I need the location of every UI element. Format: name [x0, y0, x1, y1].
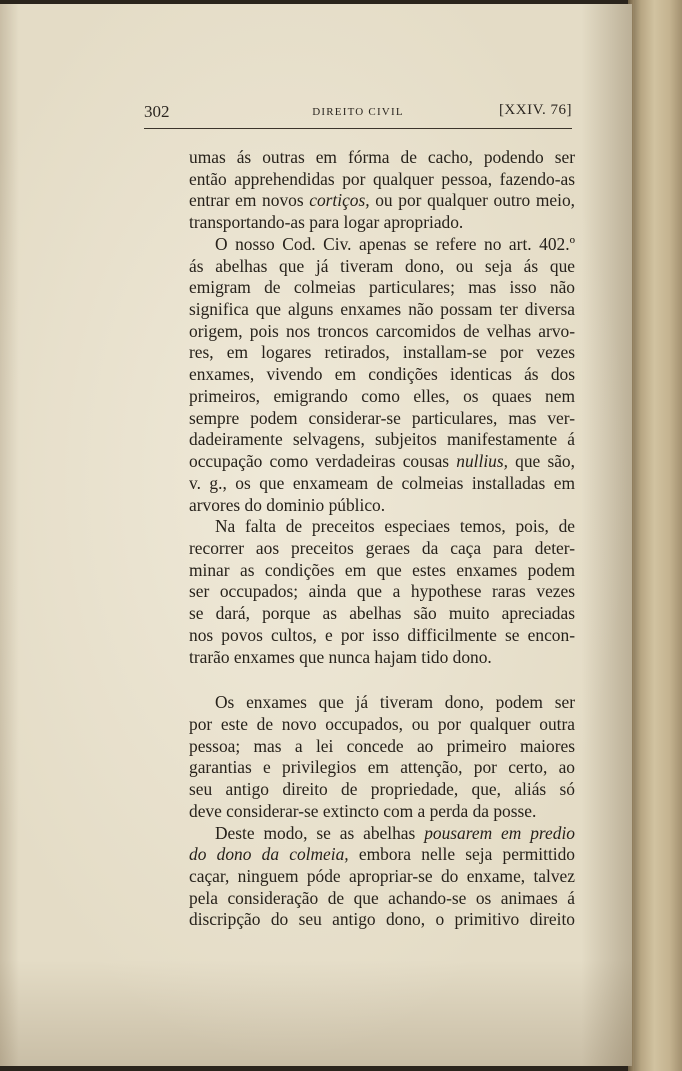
text-line: transportando-as para logar apropriado. [189, 212, 464, 233]
paragraph-gap [189, 668, 575, 692]
text-line: primeiros, emigrando como elles, os quaes nem [189, 385, 575, 406]
text-line: recorrer aos preceitos geraes da caça para deter- [189, 537, 575, 558]
text-line: discripção do seu antigo dono, o primitivo direito [189, 909, 575, 930]
header-rule [144, 128, 572, 129]
text-line: O nosso Cod. Civ. apenas se refere no art. 402.º [215, 233, 575, 254]
book-spine [632, 0, 682, 1071]
text-line: sempre podem considerar-se particulares, mas ver- [189, 407, 575, 428]
text-run: que são, [507, 451, 575, 472]
italic-term: cortiços, [309, 190, 370, 211]
text-line [189, 844, 575, 866]
text-line: deve considerar-se extincto com a perda da posse. [189, 800, 537, 821]
text-line: v. g., os que enxameam de colmeias installadas em [189, 472, 575, 493]
text-line: pessoa; mas a lei concede ao primeiro maiores [189, 735, 575, 756]
text-line: nos povos cultos, e por isso difficilmente se encon- [189, 624, 575, 645]
text-line: pela consideração de que achando-se os animaes á [189, 887, 575, 908]
text-line: garantias e privilegios em attenção, por certo, ao [189, 757, 575, 778]
text-line [189, 823, 575, 845]
text-run: Deste modo, se as abelhas [215, 822, 425, 843]
text-line: então apprehendidas por qualquer pessoa, fazendo-as [189, 168, 575, 189]
text-line: Na falta de preceitos especiaes temos, pois, de [215, 516, 575, 537]
text-line: por este de novo occupados, ou por qualquer outra [189, 713, 575, 734]
text-line: trarão enxames que nunca hajam tido dono. [189, 646, 492, 667]
text-run: entrar em novos [189, 190, 310, 211]
text-line [189, 451, 575, 473]
page-number: 302 [144, 102, 170, 121]
body-text [189, 147, 575, 931]
running-title: DIREITO CIVIL [312, 106, 404, 118]
text-line [189, 190, 575, 212]
text-line: dadeiramente selvagens, subjeitos manifestamente á [189, 429, 575, 450]
italic-term: nullius, [456, 451, 508, 472]
section-reference: [XXIV. 76] [498, 102, 572, 118]
text-line: se dará, porque as abelhas são muito apreciadas [189, 603, 575, 624]
text-line: ás abelhas que já tiveram dono, ou seja ás que [189, 255, 575, 276]
text-line: seu antigo direito de propriedade, que, aliás só [189, 779, 575, 800]
text-run: embora nelle seja permittido [348, 844, 575, 865]
text-line: ser occupados; ainda que a hypothese raras vezes [189, 581, 575, 602]
text-line: caçar, ninguem póde apropriar-se do enxame, talvez [189, 866, 575, 886]
text-line: arvores do dominio público. [189, 494, 386, 515]
text-run: occupação como verdadeiras cousas [189, 451, 457, 472]
text-line: significa que alguns enxames não possam ter diversa [189, 299, 575, 320]
text-line: minar as condições em que estes enxames podem [189, 559, 575, 580]
text-line: origem, pois nos troncos carcomidos de velhas arvo- [189, 320, 575, 341]
text-line: res, em logares retirados, installam-se por vezes [189, 342, 575, 363]
text-line: emigram de colmeias particulares; mas isso não [189, 277, 575, 298]
italic-term: do dono da colmeia, [189, 844, 349, 865]
text-line: enxames, vivendo em condições identicas ás dos [189, 364, 575, 385]
italic-term: pousarem em predio [424, 822, 575, 843]
running-header [144, 102, 572, 126]
text-line: umas ás outras em fórma de cacho, podendo ser [189, 147, 575, 167]
text-line: Os enxames que já tiveram dono, podem ser [215, 692, 575, 713]
text-run: ou por qualquer outro meio, [369, 190, 575, 211]
